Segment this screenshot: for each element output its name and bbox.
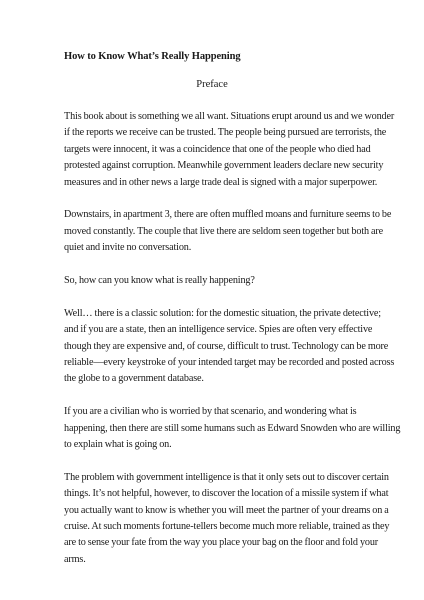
text-line: Well… there is a classic solution: for the domestic situation, the private detective; [64, 307, 381, 319]
text-line: though they are expensive and, of course, difficult to trust. Technology can be more [64, 340, 389, 352]
document-title: How to Know What’s Really Happening [64, 51, 241, 62]
text-line: things. It’s not helpful, however, to discover the location of a missile system if what [64, 488, 389, 500]
text-line: moved constantly. The couple that live there are seldom seen together but both are [64, 225, 384, 237]
text-line: happening, then there are still some humans such as Edward Snowden who are willing [64, 422, 401, 434]
text-line: targets were innocent, it was a coincidence that one of the people who died had [64, 143, 371, 155]
text-line: The problem with government intelligence is that it only sets out to discover certain [64, 471, 389, 483]
text-line: are to sense your fate from the way you place your bag on the floor and fold your [64, 537, 379, 549]
text-line: cruise. At such moments fortune-tellers become much more reliable, trained as they [64, 521, 390, 533]
paragraph-3 [64, 273, 372, 289]
section-heading: Preface [196, 79, 228, 90]
text-line: to explain what is going on. [64, 439, 172, 451]
text-line: Downstairs, in apartment 3, there are often muffled moans and furniture seems to be [64, 209, 392, 221]
text-line: if the reports we receive can be trusted. The people being pursued are terrorists, the [64, 127, 387, 139]
body-text [64, 109, 401, 585]
text-line: you actually want to know is whether you will meet the partner of your dreams on a [64, 504, 389, 516]
text-line: reliable—every keystroke of your intended target may be recorded and posted across [64, 357, 395, 369]
text-line: So, how can you know what is really happening? [64, 275, 255, 287]
paragraph-6 [64, 470, 390, 568]
text-line: measures and in other news a large trade deal is signed with a major superpower. [64, 176, 378, 188]
paragraph-5 [64, 404, 401, 453]
text-line: This book about is something we all want. Situations erupt around us and we wonder [64, 111, 395, 122]
text-line: arms. [64, 553, 86, 565]
text-line: If you are a civilian who is worried by that scenario, and wondering what is [64, 406, 357, 418]
paragraph-2 [64, 207, 392, 256]
text-line: and if you are a state, then an intelligence service. Spies are often very effective [64, 324, 373, 336]
text-line: protested against corruption. Meanwhile government leaders declare new security [64, 160, 384, 172]
text-line: the globe to a government database. [64, 373, 204, 385]
paragraph-1 [64, 109, 395, 191]
text-line: quiet and invite no conversation. [64, 242, 192, 254]
paragraph-4 [64, 306, 395, 388]
